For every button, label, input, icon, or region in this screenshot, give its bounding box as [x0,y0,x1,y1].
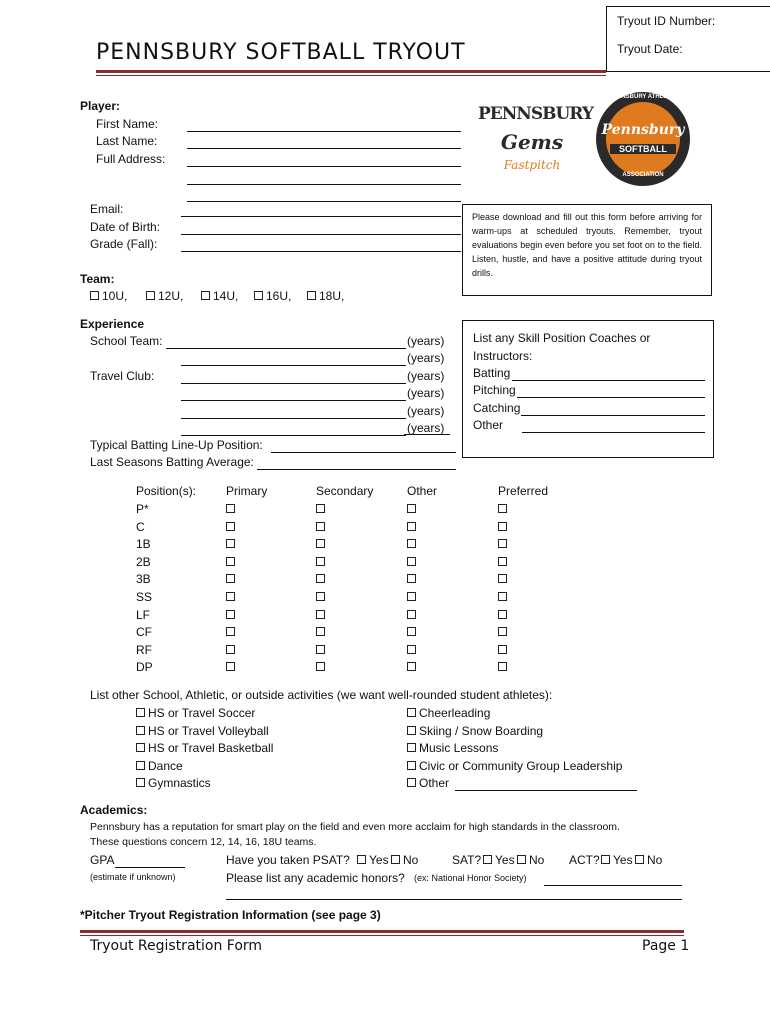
activity-checkbox[interactable] [407,743,416,752]
psat-no-checkbox[interactable] [391,855,400,864]
position-preferred-checkbox[interactable] [498,504,507,513]
coach-pitching-label: Pitching [473,383,516,397]
notice-text: Please download and fill out this form before arriving for warm-ups at scheduled tryouts. Remember, tryout evaluations begin even before you set foot on to the field. Listen, hustle, and have a positive attitude during tryout drills. [472,212,702,278]
position-primary-checkbox[interactable] [226,662,235,671]
association-logo-bottom: ASSOCIATION [622,172,664,178]
position-secondary-checkbox[interactable] [316,574,325,583]
position-other-checkbox[interactable] [407,610,416,619]
team-16u-checkbox[interactable] [254,291,263,300]
position-label: RF [136,642,152,657]
experience-section-label: Experience [80,317,145,331]
position-other-checkbox[interactable] [407,662,416,671]
coach-batting-field[interactable] [512,366,705,381]
position-label: P* [136,502,149,516]
activity-label: Dance [148,758,183,773]
position-label: CF [136,625,152,640]
footer-title: Tryout Registration Form [90,938,263,954]
position-primary-checkbox[interactable] [226,592,235,601]
activity-label: Music Lessons [419,741,499,756]
grade-label: Grade (Fall): [90,237,158,251]
psat-yes-checkbox[interactable] [357,855,366,864]
travel-club-field-1[interactable] [181,369,406,384]
footer-rule [80,930,684,933]
address-field-1[interactable] [187,152,461,167]
position-preferred-checkbox[interactable] [498,539,507,548]
position-label: LF [136,607,151,622]
position-secondary-checkbox[interactable] [316,610,325,619]
gems-logo-line1: PENNSBURY [478,104,594,124]
position-secondary-checkbox[interactable] [316,662,325,671]
school-years-2: (years) [407,351,445,365]
activity-label: Gymnastics [148,776,211,791]
batting-position-label: Typical Batting Line-Up Position: [90,438,263,452]
position-other-checkbox[interactable] [407,504,416,513]
travel-club-field-3[interactable] [181,404,406,419]
position-label: 2B [136,554,151,569]
team-18u-label: 18U, [319,289,345,303]
position-secondary-checkbox[interactable] [316,522,325,531]
school-team-field-2[interactable] [181,351,406,366]
activity-label: Skiing / Snow Boarding [419,723,544,738]
school-team-field-1[interactable] [166,334,406,349]
address-field-3[interactable] [187,187,461,202]
team-10u-checkbox[interactable] [90,291,99,300]
team-12u-label: 12U, [158,289,184,303]
travel-years-3: (years) [407,404,445,418]
sat-no-label: No [529,853,545,867]
position-preferred-checkbox[interactable] [498,662,507,671]
activity-checkbox[interactable] [136,726,145,735]
activity-checkbox[interactable] [136,708,145,717]
school-team-label: School Team: [90,334,163,348]
association-logo-sub: SOFTBALL [610,144,676,154]
position-primary-checkbox[interactable] [226,574,235,583]
association-logo-middle: Pennsbury [601,122,685,138]
travel-years-4: (years) [407,421,445,435]
position-preferred-checkbox[interactable] [498,645,507,654]
activity-label: HS or Travel Basketball [148,741,274,756]
honors-field-1[interactable] [544,871,682,886]
sat-yes-label: Yes [495,853,515,867]
gems-logo-line3: Fastpitch [503,158,561,172]
activity-label: Other [419,776,450,791]
activity-checkbox[interactable] [407,761,416,770]
position-other-checkbox[interactable] [407,574,416,583]
gpa-field[interactable] [115,853,185,868]
position-other-checkbox[interactable] [407,557,416,566]
team-14u-label: 14U, [213,289,239,303]
years-underline [404,434,450,435]
association-logo [596,92,690,186]
position-primary-checkbox[interactable] [226,557,235,566]
secondary-header: Secondary [316,484,374,498]
positions-header: Position(s): [136,484,197,498]
first-name-label: First Name: [96,117,159,131]
activity-other-field[interactable] [455,776,637,791]
position-secondary-checkbox[interactable] [316,504,325,513]
position-secondary-checkbox[interactable] [316,645,325,654]
activity-label: HS or Travel Volleyball [148,723,269,738]
coach-other-label: Other [473,418,504,432]
player-section-label: Player: [80,99,121,113]
activity-checkbox[interactable] [407,726,416,735]
activity-label: Civic or Community Group Leadership [419,758,623,773]
position-primary-checkbox[interactable] [226,627,235,636]
dob-field[interactable] [181,220,461,235]
activity-checkbox[interactable] [407,778,416,787]
coaches-title-1: List any Skill Position Coaches or [473,331,651,345]
position-preferred-checkbox[interactable] [498,627,507,636]
position-label: 3B [136,572,151,587]
full-address-label: Full Address: [96,152,166,166]
position-secondary-checkbox[interactable] [316,627,325,636]
position-label: C [136,519,145,534]
activity-label: Cheerleading [419,706,491,720]
position-other-checkbox[interactable] [407,539,416,548]
other-header: Other [407,484,438,498]
preferred-header: Preferred [498,484,549,498]
honors-field-2[interactable] [226,885,682,900]
coaches-title-2: Instructors: [473,349,533,363]
position-other-checkbox[interactable] [407,592,416,601]
travel-club-label: Travel Club: [90,369,155,383]
sat-label: SAT? [452,853,482,867]
coach-catching-label: Catching [473,401,521,415]
dob-label: Date of Birth: [90,220,161,234]
grade-field[interactable] [181,237,461,252]
team-10u-label: 10U, [102,289,128,303]
travel-years-2: (years) [407,386,445,400]
batting-position-field[interactable] [271,438,456,453]
sat-yes-checkbox[interactable] [483,855,492,864]
team-options [90,289,390,305]
position-primary-checkbox[interactable] [226,539,235,548]
travel-club-field-4[interactable] [181,421,406,436]
school-years-1: (years) [407,334,445,348]
gpa-label: GPA [90,853,115,867]
last-name-field[interactable] [187,134,461,149]
footer-page: Page 1 [642,938,690,954]
position-other-checkbox[interactable] [407,627,416,636]
act-no-checkbox[interactable] [635,855,644,864]
primary-header: Primary [226,484,268,498]
first-name-field[interactable] [187,117,461,132]
email-label: Email: [90,202,124,216]
position-primary-checkbox[interactable] [226,504,235,513]
position-label: DP [136,660,153,675]
position-secondary-checkbox[interactable] [316,592,325,601]
address-field-2[interactable] [187,170,461,185]
act-label: ACT? [569,853,600,867]
sat-no-checkbox[interactable] [517,855,526,864]
travel-club-field-2[interactable] [181,386,406,401]
activity-checkbox[interactable] [136,761,145,770]
tryout-date-label: Tryout Date: [617,42,683,56]
position-other-checkbox[interactable] [407,522,416,531]
position-label: 1B [136,537,151,552]
activities-prompt: List other School, Athletic, or outside activities (we want well-rounded student athletes): [90,688,553,702]
coach-other-field[interactable] [522,418,705,433]
travel-years-1: (years) [407,369,445,383]
psat-yes-label: Yes [369,853,389,867]
batting-average-field[interactable] [257,455,456,470]
position-preferred-checkbox[interactable] [498,557,507,566]
act-no-label: No [647,853,663,867]
position-secondary-checkbox[interactable] [316,539,325,548]
team-18u-checkbox[interactable] [307,291,316,300]
position-preferred-checkbox[interactable] [498,522,507,531]
coach-catching-field[interactable] [521,401,705,416]
team-12u-checkbox[interactable] [146,291,155,300]
psat-no-label: No [403,853,419,867]
act-yes-label: Yes [613,853,633,867]
position-label: SS [136,590,153,604]
association-logo-top: PENNSBURY ATHLETIC [608,94,677,100]
footer-rule-thin [80,935,684,936]
honors-example: (ex: National Honor Society) [414,873,527,883]
position-other-checkbox[interactable] [407,645,416,654]
position-primary-checkbox[interactable] [226,522,235,531]
gems-logo-line2: Gems [500,130,564,154]
team-14u-checkbox[interactable] [201,291,210,300]
position-preferred-checkbox[interactable] [498,610,507,619]
notice-box [462,204,712,296]
activity-checkbox[interactable] [136,778,145,787]
title-rule [96,70,606,73]
position-primary-checkbox[interactable] [226,610,235,619]
academics-section-label: Academics: [80,803,148,817]
batting-average-label: Last Seasons Batting Average: [90,455,254,469]
activity-checkbox[interactable] [136,743,145,752]
team-section-label: Team: [80,272,115,286]
email-field[interactable] [181,202,461,217]
team-16u-label: 16U, [266,289,292,303]
last-name-label: Last Name: [96,134,158,148]
position-preferred-checkbox[interactable] [498,574,507,583]
honors-label: Please list any academic honors? [226,871,405,885]
coach-batting-label: Batting [473,366,511,380]
position-primary-checkbox[interactable] [226,645,235,654]
position-secondary-checkbox[interactable] [316,557,325,566]
position-preferred-checkbox[interactable] [498,592,507,601]
gems-logo [478,104,594,186]
page-title: PENNSBURY SOFTBALL TRYOUT [96,40,466,65]
act-yes-checkbox[interactable] [601,855,610,864]
academics-line1: Pennsbury has a reputation for smart play on the field and even more acclaim for high standards in the classroom. [90,821,620,833]
activity-checkbox[interactable] [407,708,416,717]
coach-pitching-field[interactable] [517,383,705,398]
psat-label: Have you taken PSAT? [226,853,350,867]
title-rule-thin [96,75,606,76]
pitcher-note: *Pitcher Tryout Registration Information (see page 3) [80,908,381,922]
academics-line2: These questions concern 12, 14, 16, 18U teams. [90,836,317,848]
activity-label: HS or Travel Soccer [148,706,256,720]
tryout-id-label: Tryout ID Number: [617,14,716,28]
gpa-note: (estimate if unknown) [90,872,176,882]
